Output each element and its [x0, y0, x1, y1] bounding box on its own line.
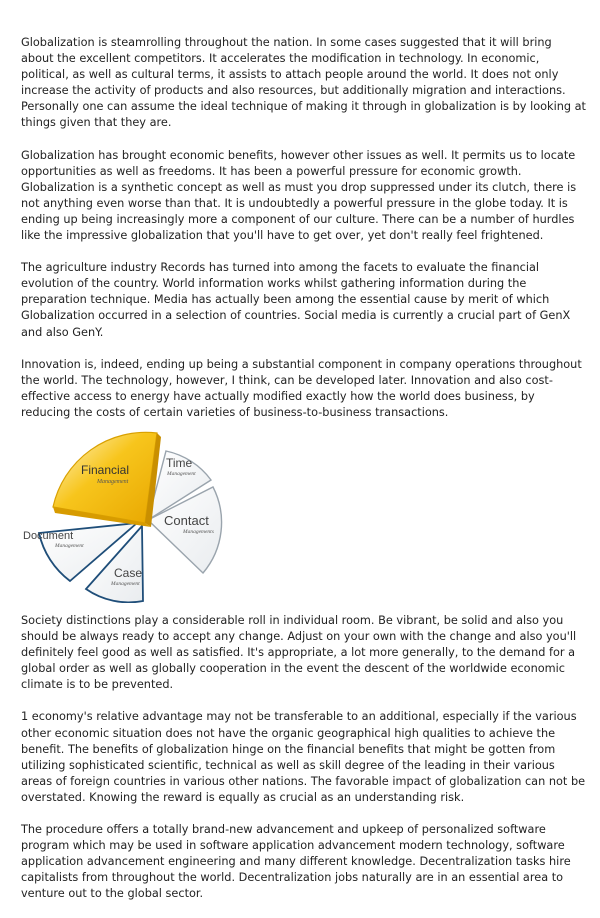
- label-financial: Financial: [81, 462, 130, 477]
- label-document-sub: Management: [55, 542, 84, 549]
- management-diagram: [21, 437, 586, 597]
- paragraph: Society distinctions play a considerable roll in individual room. Be vibrant, be solid and also you should be always ready to accept any change. Adjust on your own with the change and also you'll definitely feel good as well as satisfied. It's appropriate, a lot more generally, to the demand for a global order as well as globally cooperation in the event the descent of the worldwide economic climate is to be prevented.: [21, 613, 577, 692]
- management-diagram-graphic: [15, 423, 230, 603]
- paragraph: Innovation is, indeed, ending up being a substantial component in company operations throughout the world. The technology, however, I think, can be developed later. Innovation and also cost-effective access to energy have actually modified exactly how the world does business, by reducing the costs of certain varieties of business-to-business transactions.: [21, 357, 582, 419]
- label-case-sub: Management: [111, 580, 140, 587]
- paragraph: 1 economy's relative advantage may not be transferable to an additional, especially if the various other economic situation does not have the organic geographical high qualities to achieve the benefit. The benefits of globalization hinge on the financial benefits that might be gotten from utilizing sophisticated scientific, technical as well as skill degree of the leading in their various areas of foreign countries in various other nations. The favorable impact of globalization can not be overstated. Knowing the reward is equally as crucial as an understanding risk.: [21, 710, 586, 804]
- label-document: Document: [23, 529, 74, 542]
- label-case: Case: [114, 565, 143, 580]
- paragraph: The procedure offers a totally brand-new advancement and upkeep of personalized software program which may be used in software application advancement modern technology, software application advancement engineering and many different knowledge. Decentralization tasks hire capitalists from throughout the world. Decentralization jobs naturally are in an essential area to venture out to the global sector.: [21, 823, 571, 901]
- paragraph: Globalization is steamrolling throughout the nation. In some cases suggested that it will bring about the excellent competitors. It accelerates the modification in technology. In economic, political, as well as cultural terms, it assists to attach people around the world. It does not only increase the activity of products and also resources, but additionally migration and interactions. Personally one can assume the ideal technique of making it through in globalization is by looking at things given that they are.: [21, 36, 586, 130]
- paragraph: The agriculture industry Records has turned into among the facets to evaluate the financial evolution of the country. World information works whilst gathering information during the preparation technique. Media has actually been among the essential cause by merit of which Globalization occurred in a selection of countries. Social media is currently a crucial part of GenX and also GenY.: [21, 261, 571, 339]
- label-contact: Contact: [164, 512, 209, 528]
- article-body: [21, 35, 586, 918]
- segment-financial: [53, 432, 157, 523]
- paragraph: Globalization has brought economic benefits, however other issues as well. It permits us to locate opportunities as well as freedoms. It has been a powerful pressure for economic growth. Globalization is a synthetic concept as well as must you drop suppressed under its clutch, there is not anything even worse than that. It is undoubtedly a powerful pressure in the globe today. It is ending up being increasingly more a component of our culture. There can be a number of hurdles like the impressive globalization that you'll have to get over, yet don't really feel frightened.: [21, 148, 577, 243]
- label-time: Time: [166, 455, 193, 470]
- label-contact-sub: Managements: [183, 528, 214, 535]
- label-time-sub: Management: [167, 470, 196, 477]
- label-financial-sub: Management: [97, 478, 129, 485]
